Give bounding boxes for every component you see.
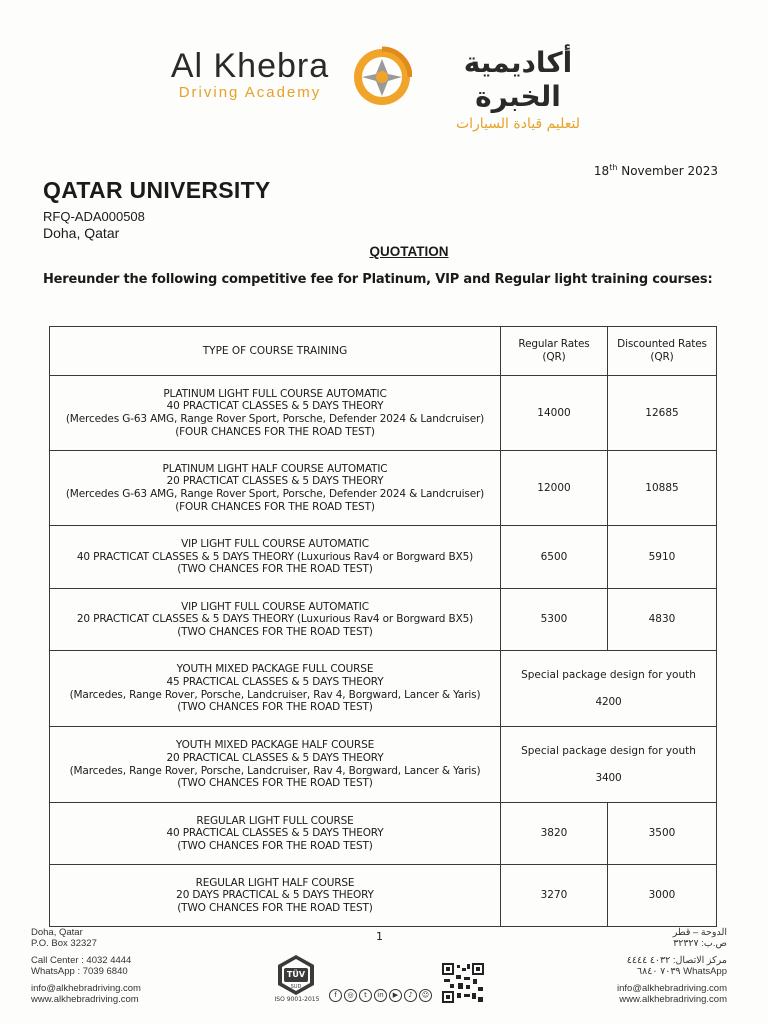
footer-address	[31, 927, 97, 949]
table-row	[50, 526, 717, 589]
date-suffix: th	[609, 163, 618, 172]
table-row	[50, 451, 717, 526]
discounted-rate: 3500	[608, 803, 717, 865]
course-line: 20 PRACTICAT CLASSES & 5 DAYS THEORY	[166, 475, 384, 488]
course-description	[50, 589, 501, 651]
course-line: 40 PRACTICAT CLASSES & 5 DAYS THEORY	[166, 400, 384, 413]
header-discounted-line1: Discounted Rates	[617, 338, 707, 351]
steering-wheel-logo-icon	[352, 44, 412, 110]
logo-english	[155, 48, 345, 102]
footer-arabic-call-center: مركز الاتصال: ٤٠٣٢ ٤٤٤٤	[626, 955, 727, 966]
footer-arabic-whatsapp: ٧٠٣٩ ٦٨٤٠ WhatsApp	[637, 966, 727, 977]
course-line: 20 PRACTICAL CLASSES & 5 DAYS THEORY	[166, 751, 384, 764]
header-regular-line1: Regular Rates	[518, 338, 590, 351]
footer-website-link[interactable]: www.alkhebradriving.com	[31, 994, 139, 1005]
footer-arabic-address-line2: ص.ب: ٣٢٣٢٧	[673, 938, 727, 949]
recipient-location: Doha, Qatar	[43, 225, 120, 241]
course-description	[50, 727, 501, 803]
table-row	[50, 376, 717, 451]
course-description	[50, 376, 501, 451]
tuv-sub-label: SUD	[290, 984, 302, 990]
course-line: 40 PRACTICAL CLASSES & 5 DAYS THEORY	[166, 827, 384, 840]
course-description	[50, 451, 501, 526]
tuv-certification-icon	[274, 953, 318, 997]
course-line: PLATINUM LIGHT FULL COURSE AUTOMATIC	[163, 387, 387, 400]
course-line: 40 PRACTICAT CLASSES & 5 DAYS THEORY (Luxurious Rav4 or Borgward BX5)	[76, 550, 474, 563]
facebook-icon[interactable]: f	[329, 989, 342, 1002]
tiktok-icon[interactable]: ♪	[404, 989, 417, 1002]
footer-whatsapp: WhatsApp : 7039 6840	[31, 966, 128, 977]
course-line: REGULAR LIGHT HALF COURSE	[195, 876, 355, 889]
course-line: 20 DAYS PRACTICAL & 5 DAYS THEORY	[176, 889, 374, 902]
course-description	[50, 803, 501, 865]
regular-rate: 6500	[501, 526, 608, 589]
regular-rate: 3820	[501, 803, 608, 865]
header-discounted-line2: (QR)	[650, 351, 674, 363]
header-discounted-rates	[608, 327, 717, 376]
course-line: (Marcedes, Range Rover, Porsche, Landcruiser, Rav 4, Borgward, Lancer & Yaris)	[69, 764, 481, 777]
footer-contact	[31, 955, 131, 977]
header-regular-line2: (QR)	[542, 351, 566, 363]
special-package-label: Special package design for youth	[521, 668, 696, 681]
table-row	[50, 589, 717, 651]
special-package-cell	[501, 727, 717, 803]
course-line: YOUTH MIXED PACKAGE HALF COURSE	[175, 739, 375, 752]
regular-rate: 5300	[501, 589, 608, 651]
discounted-rate: 10885	[608, 451, 717, 526]
footer-arabic-address	[673, 927, 727, 949]
special-package-price: 4200	[595, 695, 622, 708]
document-title: QUOTATION	[369, 244, 449, 259]
logo-arabic-name: أكاديمية الخبرة	[463, 46, 573, 113]
discounted-rate: 3000	[608, 865, 717, 927]
footer-address-line2: P.O. Box 32327	[31, 938, 97, 949]
course-line: (TWO CHANCES FOR THE ROAD TEST)	[177, 563, 373, 576]
footer-website-link-right[interactable]: www.alkhebradriving.com	[619, 994, 727, 1005]
footer-address-line1: Doha, Qatar	[31, 927, 83, 938]
header-course-type: TYPE OF COURSE TRAINING	[50, 327, 501, 376]
course-description	[50, 651, 501, 727]
iso-label: ISO 9001-2015	[274, 996, 320, 1003]
course-line: (Marcedes, Range Rover, Porsche, Landcruiser, Rav 4, Borgward, Lancer & Yaris)	[69, 688, 481, 701]
page-number: 1	[376, 930, 383, 943]
date-month-year: November 2023	[617, 164, 718, 178]
footer-arabic-contact	[627, 955, 727, 977]
course-line: (TWO CHANCES FOR THE ROAD TEST)	[177, 839, 373, 852]
logo-tagline: Driving Academy	[178, 84, 322, 101]
course-line: VIP LIGHT FULL COURSE AUTOMATIC	[181, 600, 369, 613]
course-line: VIP LIGHT FULL COURSE AUTOMATIC	[181, 538, 369, 551]
course-line: PLATINUM LIGHT HALF COURSE AUTOMATIC	[162, 462, 388, 475]
qr-code-icon[interactable]	[442, 963, 484, 1003]
logo-name: Al Khebra	[170, 47, 330, 85]
course-line: 45 PRACTICAL CLASSES & 5 DAYS THEORY	[166, 675, 384, 688]
course-line: YOUTH MIXED PACKAGE FULL COURSE	[176, 663, 374, 676]
table-row	[50, 727, 717, 803]
course-line: REGULAR LIGHT FULL COURSE	[196, 814, 354, 827]
regular-rate: 3270	[501, 865, 608, 927]
logo-arabic	[418, 46, 618, 134]
regular-rate: 14000	[501, 376, 608, 451]
table-header-row	[50, 327, 717, 376]
snapchat-icon[interactable]: ☺	[419, 989, 432, 1002]
date-day: 18	[593, 164, 610, 178]
discounted-rate: 4830	[608, 589, 717, 651]
discounted-rate: 12685	[608, 376, 717, 451]
rfq-reference: RFQ-ADA000508	[43, 209, 145, 224]
course-line: (TWO CHANCES FOR THE ROAD TEST)	[177, 625, 373, 638]
instagram-icon[interactable]: ◎	[344, 989, 357, 1002]
recipient-name: QATAR UNIVERSITY	[43, 177, 271, 203]
course-description	[50, 865, 501, 927]
footer-online-right[interactable]	[617, 983, 727, 1005]
footer-arabic-address-line1: الدوحة – قطر	[672, 927, 727, 938]
header-regular-rates	[501, 327, 608, 376]
course-line: (Mercedes G-63 AMG, Range Rover Sport, Porsche, Defender 2024 & Landcruiser)	[65, 413, 485, 425]
discounted-rate: 5910	[608, 526, 717, 589]
course-line: (TWO CHANCES FOR THE ROAD TEST)	[177, 777, 373, 790]
footer-email-link-right[interactable]: info@alkhebradriving.com	[617, 983, 727, 994]
twitter-icon[interactable]: t	[359, 989, 372, 1002]
table-row	[50, 803, 717, 865]
course-line: (Mercedes G-63 AMG, Range Rover Sport, Porsche, Defender 2024 & Landcruiser)	[65, 488, 485, 500]
course-line: 20 PRACTICAT CLASSES & 5 DAYS THEORY (Luxurious Rav4 or Borgward BX5)	[76, 613, 474, 626]
table-row	[50, 865, 717, 927]
special-package-cell	[501, 651, 717, 727]
course-description	[50, 526, 501, 589]
footer-email-link[interactable]: info@alkhebradriving.com	[31, 983, 141, 994]
rates-table	[49, 326, 717, 927]
course-line: (TWO CHANCES FOR THE ROAD TEST)	[177, 901, 373, 914]
course-line: (FOUR CHANCES FOR THE ROAD TEST)	[175, 425, 375, 438]
tuv-label: TÜV	[286, 970, 306, 979]
special-package-price: 3400	[595, 771, 622, 784]
youtube-icon[interactable]: ▶	[389, 989, 402, 1002]
logo-arabic-tagline: لتعليم قيادة السيارات	[455, 116, 581, 132]
intro-paragraph: Hereunder the following competitive fee for Platinum, VIP and Regular light training courses:	[43, 272, 713, 287]
letter-date	[594, 163, 718, 178]
footer-call-center: Call Center : 4032 4444	[31, 955, 132, 966]
table-row	[50, 651, 717, 727]
regular-rate: 12000	[501, 451, 608, 526]
special-package-label: Special package design for youth	[521, 744, 696, 757]
course-line: (TWO CHANCES FOR THE ROAD TEST)	[177, 701, 373, 714]
linkedin-icon[interactable]: in	[374, 989, 387, 1002]
course-line: (FOUR CHANCES FOR THE ROAD TEST)	[175, 500, 375, 513]
social-icons	[329, 989, 432, 1002]
footer-online[interactable]	[31, 983, 141, 1005]
